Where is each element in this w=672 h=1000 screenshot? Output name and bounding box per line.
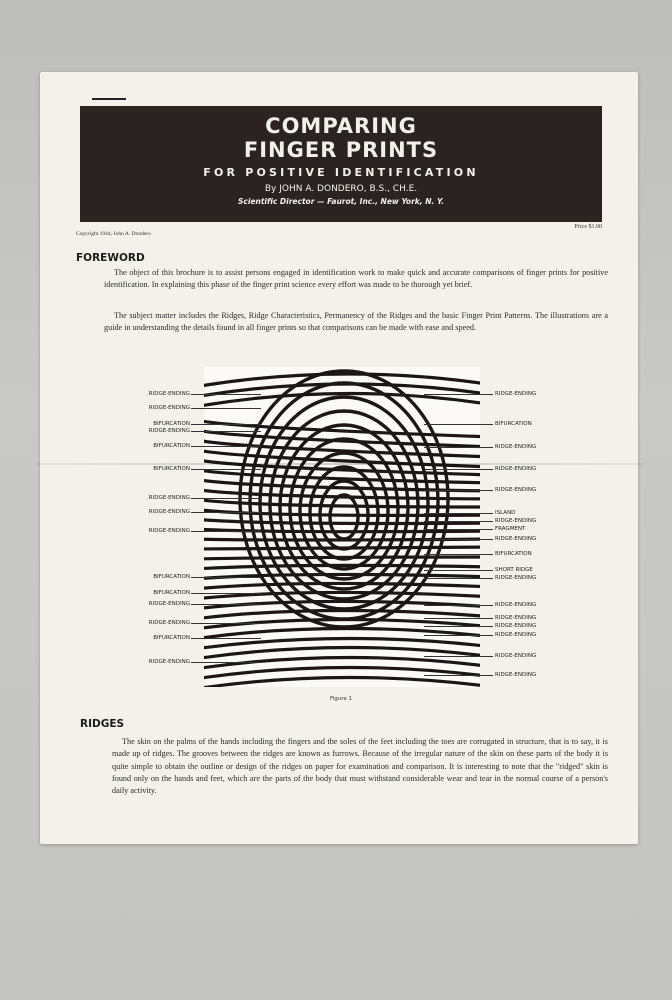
copyright: Copyright 1944, John A. Dondero <box>76 231 151 237</box>
figure-label-right: RIDGE-ENDING <box>495 391 537 397</box>
figure-leader-line <box>191 577 261 578</box>
figure-label-left: RIDGE-ENDING <box>148 528 190 534</box>
figure-leader-line <box>424 656 493 657</box>
figure-label-left: RIDGE-ENDING <box>148 659 190 665</box>
figure-leader-line <box>424 424 493 425</box>
title-line-2: FINGER PRINTS <box>243 138 439 162</box>
figure-leader-line <box>191 408 261 409</box>
figure-leader-line <box>191 469 261 470</box>
figure-leader-line <box>191 512 261 513</box>
figure-label-right: FRAGMENT <box>495 526 526 532</box>
figure-label-left: RIDGE-ENDING <box>148 509 190 515</box>
figure-leader-line <box>424 394 493 395</box>
price: Price $1.00 <box>574 224 602 230</box>
figure-leader-line <box>424 554 493 555</box>
figure-label-left: RIDGE-ENDING <box>148 391 190 397</box>
figure-label-right: RIDGE-ENDING <box>495 575 537 581</box>
foreword-heading: FOREWORD <box>76 252 145 264</box>
figure-label-right: RIDGE-ENDING <box>495 466 537 472</box>
figure-label-left: BIFURCATION <box>153 590 190 596</box>
figure-leader-line <box>424 605 493 606</box>
figure-label-left: RIDGE-ENDING <box>148 428 190 434</box>
figure-label-right: ISLAND <box>495 510 516 516</box>
figure-label-left: RIDGE-ENDING <box>148 620 190 626</box>
figure-label-left: BIFURCATION <box>153 421 190 427</box>
figure-label-left: BIFURCATION <box>153 635 190 641</box>
figure-leader-line <box>424 490 493 491</box>
figure-leader-line <box>191 394 261 395</box>
figure-leader-line <box>424 635 493 636</box>
foreword-paragraph-2: The subject matter includes the Ridges, Ridge Characteristics, Permanency of the Ridges and the basic Finger Print Patterns. The illustrations are a guide in understanding the details found in all finger prints so that comparisons can be made with ease and speed. <box>104 311 608 333</box>
figure-leader-line <box>424 447 493 448</box>
figure-leader-line <box>191 531 261 532</box>
figure-label-right: RIDGE-ENDING <box>495 487 537 493</box>
affiliation: Scientific Director — Faurot, Inc., New York, N. Y. <box>237 197 445 206</box>
figure-label-left: RIDGE-ENDING <box>148 601 190 607</box>
figure-leader-line <box>191 424 261 425</box>
figure-label-right: SHORT RIDGE <box>495 567 533 573</box>
figure-label-right: BIFURCATION <box>495 551 532 557</box>
figure-label-right: RIDGE-ENDING <box>495 623 537 629</box>
figure-leader-line <box>191 638 261 639</box>
figure-label-right: RIDGE-ENDING <box>495 444 537 450</box>
figure-leader-line <box>424 529 493 530</box>
figure-leader-line <box>424 469 493 470</box>
figure-label-left: RIDGE-ENDING <box>148 495 190 501</box>
figure-label-right: BIFURCATION <box>495 421 532 427</box>
figure-label-left: BIFURCATION <box>153 443 190 449</box>
figure-labels <box>40 72 638 844</box>
author: By JOHN A. DONDERO, B.S., CH.E. <box>264 184 418 194</box>
figure-leader-line <box>191 593 261 594</box>
figure-label-right: RIDGE-ENDING <box>495 653 537 659</box>
figure-leader-line <box>424 675 493 676</box>
figure-caption: Figure 1 <box>330 696 353 702</box>
subtitle: FOR POSITIVE IDENTIFICATION <box>203 166 479 179</box>
title-line-1: COMPARING <box>265 114 417 138</box>
figure-leader-line <box>191 662 261 663</box>
figure-leader-line <box>191 604 261 605</box>
page-fold <box>34 463 644 465</box>
ridges-heading: RIDGES <box>80 718 125 730</box>
figure-label-left: BIFURCATION <box>153 574 190 580</box>
figure-label-left: RIDGE-ENDING <box>148 405 190 411</box>
foreword-paragraph-1: The object of this brochure is to assist persons engaged in identification work to make quick and accurate comparisons of finger prints for positive identification. In explaining this phase of the finger print science every effort was made to be thorough yet brief. <box>104 268 608 290</box>
figure-leader-line <box>424 539 493 540</box>
figure-leader-line <box>424 513 493 514</box>
figure-leader-line <box>191 623 261 624</box>
figure-label-right: RIDGE-ENDING <box>495 518 537 524</box>
figure-label-right: RIDGE-ENDING <box>495 602 537 608</box>
figure-leader-line <box>424 618 493 619</box>
figure-leader-line <box>191 431 261 432</box>
figure-leader-line <box>191 498 261 499</box>
figure-label-right: RIDGE-ENDING <box>495 536 537 542</box>
figure-leader-line <box>424 626 493 627</box>
figure-leader-line <box>424 521 493 522</box>
figure-leader-line <box>424 570 493 571</box>
figure-leader-line <box>424 578 493 579</box>
figure-label-right: RIDGE-ENDING <box>495 672 537 678</box>
figure-label-left: BIFURCATION <box>153 466 190 472</box>
figure-label-right: RIDGE-ENDING <box>495 615 537 621</box>
ridges-paragraph: The skin on the palms of the hands including the fingers and the soles of the feet including the toes are corrugated in structure, that is to say, it is made up of ridges. The grooves between the ridges are known as furrows. Because of the irregular nature of the skin on these parts of the body it is quite simple to obtain the outline or design of the ridges on paper for examination and comparison. It is interesting to note that the "ridged" skin is found only on the hands and feet, which are the parts of the body that must withstand considerable wear and tear in the normal course of a person's daily activity. <box>112 737 608 796</box>
figure-label-right: RIDGE-ENDING <box>495 632 537 638</box>
brochure-page <box>40 72 638 844</box>
figure-leader-line <box>191 446 261 447</box>
